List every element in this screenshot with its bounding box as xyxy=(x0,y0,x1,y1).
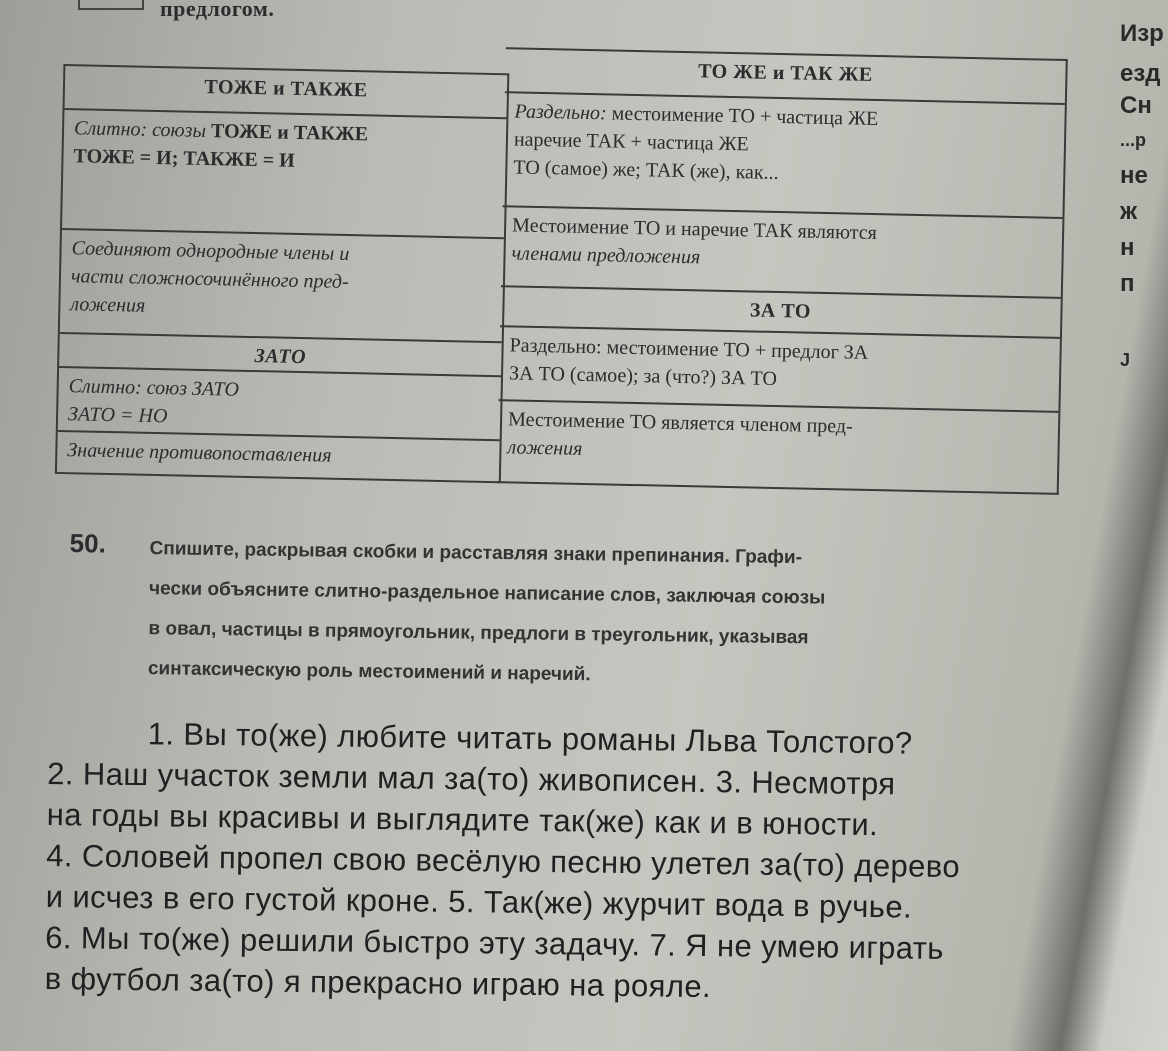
rules-table xyxy=(55,38,1069,491)
right-rule-line-3: ТО (самое) же; ТАК (же), как... xyxy=(513,156,779,184)
left-usage-cell xyxy=(60,230,504,343)
zato-meaning-cell xyxy=(57,432,500,481)
right-role-line-1: Местоимение ТО и наречие ТАК являются xyxy=(511,214,878,245)
right-rule-line-2: наречие ТАК + частица ЖЕ xyxy=(513,128,750,156)
table-right-column xyxy=(497,47,1068,495)
sentence-line-4: 4. Соловей пропел свою весёлую песню улетел за(то) дерево xyxy=(46,837,961,885)
right-role-line-2: членами предложения xyxy=(511,242,701,269)
adjacent-fragment-3: Сн xyxy=(1120,92,1152,119)
exercise-instructions xyxy=(148,529,1090,702)
right-role-cell xyxy=(501,207,1063,299)
sentence-line-5: и исчез в его густой кроне. 5. Так(же) журчит вода в ручье. xyxy=(45,878,913,925)
zato-rule-cell xyxy=(58,368,501,441)
right-rule-prefix: Раздельно: xyxy=(514,100,612,125)
za-to-rule-line-2: ЗА ТО (самое); за (что?) ЗА ТО xyxy=(508,362,778,391)
exercise-line-1: Спишите, раскрывая скобки и расставляя знаки препинания. Графи- xyxy=(149,538,803,569)
sentence-line-2: 2. Наш участок земли мал за(то) живописен. 3. Несмотря xyxy=(47,755,896,802)
za-to-role-line-2: ложения xyxy=(507,436,583,460)
right-title: ТО ЖЕ и ТАК ЖЕ xyxy=(697,60,873,86)
adjacent-fragment-1: Изр xyxy=(1120,20,1164,47)
za-to-rule-line-1: Раздельно: местоимение ТО + предлог ЗА xyxy=(509,334,869,364)
sentence-line-7: в футбол за(то) я прекрасно играю на рояле. xyxy=(44,960,712,1005)
sentence-line-6: 6. Мы то(же) решили быстро эту задачу. 7. Я не умею играть xyxy=(45,919,945,966)
left-rule-equiv: ТОЖЕ = И; ТАКЖЕ = И xyxy=(73,145,295,172)
adjacent-fragment-2: езд xyxy=(1120,60,1161,87)
right-rule-cell xyxy=(503,93,1065,219)
left-usage-line-3: ложения xyxy=(70,293,146,317)
table-left-column xyxy=(55,64,509,483)
zato-equiv: ЗАТО = НО xyxy=(67,403,168,428)
right-rule-line-1: местоимение ТО + частица ЖЕ xyxy=(611,102,879,131)
zato-meaning: Значение противопоставления xyxy=(67,439,332,467)
left-rule-cell xyxy=(62,110,506,239)
adjacent-fragment-4: ...р xyxy=(1120,130,1146,150)
sentence-line-1: 1. Вы то(же) любите читать романы Льва Толстого? xyxy=(147,716,913,761)
za-to-title: ЗА ТО xyxy=(749,299,812,323)
za-to-rule-cell xyxy=(498,327,1059,413)
adjacent-fragment-8: п xyxy=(1120,270,1135,297)
header-text-fragment: предлогом. xyxy=(160,0,275,21)
exercise-sentences xyxy=(44,712,1117,1012)
zato-rule: Слитно: союз ЗАТО xyxy=(68,375,240,401)
exercise-line-3: в овал, частицы в прямоугольник, предлоги в треугольник, указывая xyxy=(148,618,809,649)
sentence-line-3: на годы вы красивы и выглядите так(же) как и в юности. xyxy=(46,796,879,843)
left-rule-prefix: Слитно: союзы xyxy=(73,117,212,143)
left-rule-words: ТОЖЕ и ТАКЖЕ xyxy=(210,120,369,146)
adjacent-fragment-5: не xyxy=(1120,162,1148,189)
left-usage-line-1: Соединяют однородные члены и xyxy=(71,237,350,266)
adjacent-page-fragment xyxy=(1110,20,1168,420)
adjacent-fragment-9: J xyxy=(1120,350,1131,370)
za-to-role-cell xyxy=(497,401,1059,493)
left-usage-line-2: части сложносочинённого пред- xyxy=(70,265,349,294)
previous-exercise-box xyxy=(78,0,144,10)
za-to-role-line-1: Местоимение ТО является членом пред- xyxy=(507,408,853,438)
exercise-line-2: чески объясните слитно-раздельное написание слов, заключая союзы xyxy=(148,578,826,609)
adjacent-fragment-6: ж xyxy=(1120,198,1138,225)
exercise-50 xyxy=(69,520,1090,686)
exercise-line-4: синтаксическую роль местоимений и наречий. xyxy=(147,658,591,686)
exercise-number: 50. xyxy=(69,527,107,559)
adjacent-fragment-7: н xyxy=(1120,234,1135,261)
zato-title: ЗАТО xyxy=(254,345,307,369)
left-title: ТОЖЕ и ТАКЖЕ xyxy=(204,75,368,102)
